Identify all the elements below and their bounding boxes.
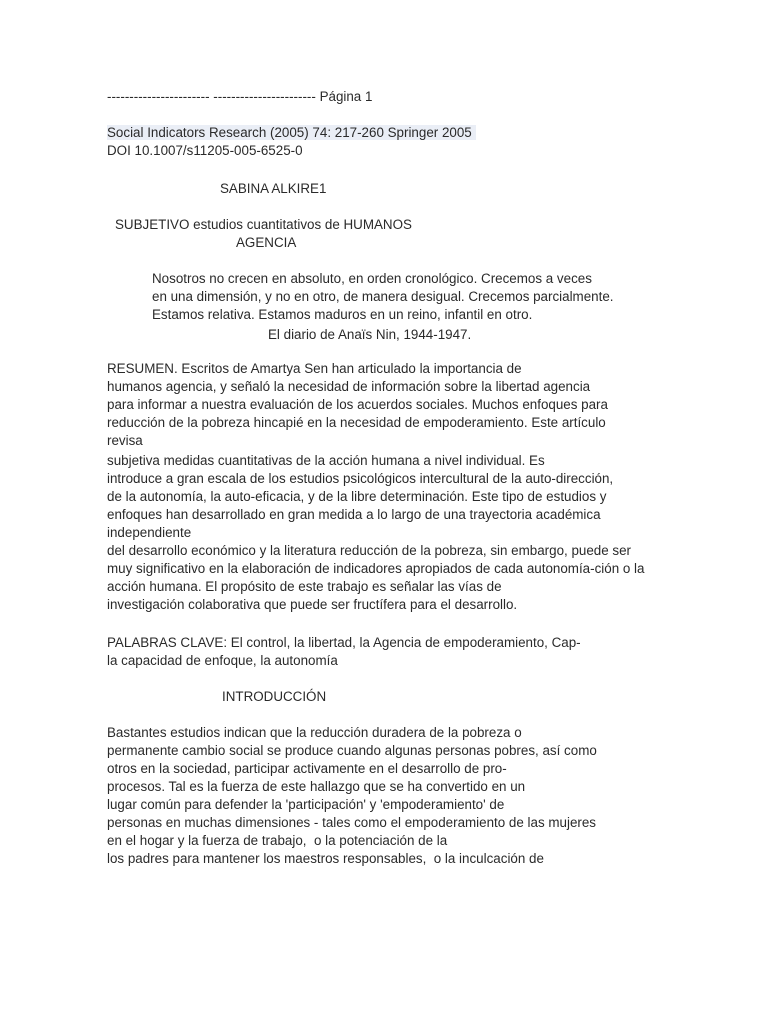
keywords-line: la capacidad de enfoque, la autonomía	[107, 653, 338, 668]
abstract-line: subjetiva medidas cuantitativas de la acción humana a nivel individual. Es	[107, 453, 545, 468]
body-line: Bastantes estudios indican que la reducción duradera de la pobreza o	[107, 725, 522, 740]
abstract-line: acción humana. El propósito de este trabajo es señalar las vías de	[107, 579, 502, 594]
body-line: en el hogar y la fuerza de trabajo, o la potenciación de la	[107, 833, 448, 848]
abstract-line: RESUMEN. Escritos de Amartya Sen han articulado la importancia de	[107, 361, 522, 376]
citation-journal: Social Indicators Research (2005) 74: 217-260 Springer 2005	[107, 125, 476, 140]
keywords-line: PALABRAS CLAVE: El control, la libertad, la Agencia de empoderamiento, Cap-	[107, 635, 581, 650]
epigraph-line: Nosotros no crecen en absoluto, en orden cronológico. Crecemos a veces	[152, 271, 592, 286]
title-line-2: AGENCIA	[236, 235, 297, 250]
page-header: ----------------------- ----------------------- Página 1	[107, 89, 373, 104]
body-line: los padres para mantener los maestros responsables, o la inculcación de	[107, 851, 544, 866]
abstract-line: humanos agencia, y señaló la necesidad de información sobre la libertad agencia	[107, 379, 591, 394]
epigraph-attribution: El diario de Anaïs Nin, 1944-1947.	[268, 327, 472, 342]
abstract-line: reducción de la pobreza hincapié en la necesidad de empoderamiento. Este artículo	[107, 415, 606, 430]
body-line: permanente cambio social se produce cuando algunas personas pobres, así como	[107, 743, 597, 758]
abstract-line: muy significativo en la elaboración de indicadores apropiados de cada autonomía-ción o la	[107, 561, 645, 576]
author-name: SABINA ALKIRE1	[220, 181, 327, 196]
body-line: otros en la sociedad, participar activamente en el desarrollo de pro-	[107, 761, 507, 776]
abstract-line: de la autonomía, la auto-eficacia, y de la libre determinación. Este tipo de estudios y	[107, 489, 607, 504]
abstract-line: introduce a gran escala de los estudios psicológicos intercultural de la auto-dirección,	[107, 471, 614, 486]
abstract-line: investigación colaborativa que puede ser fructífera para el desarrollo.	[107, 597, 518, 612]
abstract-line: enfoques han desarrollado en gran medida a lo largo de una trayectoria académica	[107, 507, 601, 522]
abstract-line: independiente	[107, 525, 192, 540]
abstract-line: revisa	[107, 433, 143, 448]
epigraph-line: Estamos relativa. Estamos maduros en un reino, infantil en otro.	[152, 307, 533, 322]
section-heading: INTRODUCCIÓN	[222, 689, 327, 704]
body-line: personas en muchas dimensiones - tales como el empoderamiento de las mujeres	[107, 815, 597, 830]
title-line-1: SUBJETIVO estudios cuantitativos de HUMANOS	[115, 217, 412, 232]
abstract-line: para informar a nuestra evaluación de los acuerdos sociales. Muchos enfoques para	[107, 397, 608, 412]
epigraph-line: en una dimensión, y no en otro, de manera desigual. Crecemos parcialmente.	[152, 289, 614, 304]
abstract-line: del desarrollo económico y la literatura reducción de la pobreza, sin embargo, puede ser	[107, 543, 632, 558]
citation-line	[107, 124, 476, 142]
body-line: lugar común para defender la 'participación' y 'empoderamiento' de	[107, 797, 505, 812]
doi-line: DOI 10.1007/s11205-005-6525-0	[107, 143, 303, 158]
body-line: procesos. Tal es la fuerza de este hallazgo que se ha convertido en un	[107, 779, 526, 794]
